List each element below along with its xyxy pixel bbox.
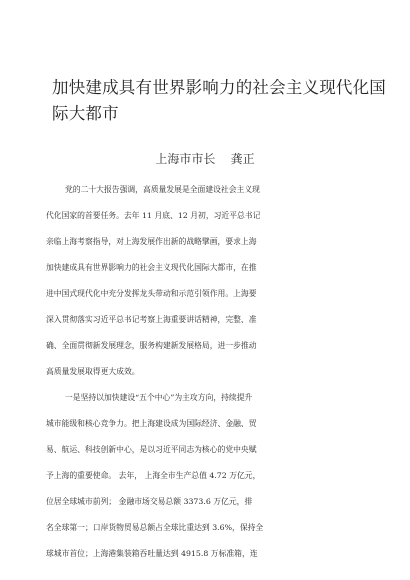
body-line: 予上海的重要使命。 去年， 上海全市生产总值 4.72 万亿元，	[46, 471, 261, 480]
body-line: 进中国式现代化中充分发挥龙头带动和示范引领作用。上海要	[46, 289, 257, 298]
body-line: 高质量发展取得更大成效。	[46, 367, 140, 376]
body-line: 加快建成具有世界影响力的社会主义现代化国际大都市，在推	[46, 263, 257, 272]
body-line: 代化国家的首要任务。去年 11 月底、12 月初，习近平总书记	[46, 211, 261, 220]
title-line-1: 加快建成具有世界影响力的社会主义现代化国	[52, 78, 386, 97]
body-line: 位居全球城市前列； 金融市场交易总额 3373.6 万亿元，排	[46, 497, 253, 506]
article-title	[52, 75, 386, 127]
body-line: 名全球第一；口岸货物贸易总额占全球比重达到 3.6%，保持全	[46, 523, 264, 532]
body-line: 球城市首位；上海港集装箱吞吐量达到 4915.8 万标准箱，连	[46, 549, 258, 558]
body-line: 一是坚持以加快建设“五个中心”为主攻方向，持续提升	[65, 393, 253, 402]
body-line: 城市能级和核心竞争力。把上海建设成为国际经济、金融、贸	[46, 419, 257, 428]
author-byline: 上海市市长 龚正	[155, 152, 255, 166]
body-line: 深入贯彻落实习近平总书记考察上海重要讲话精神，完整、准	[46, 315, 257, 324]
body-line: 易、航运、科技创新中心，是以习近平同志为核心的党中央赋	[46, 445, 257, 454]
body-line: 亲临上海考察指导，对上海发展作出新的战略擘画，要求上海	[46, 237, 257, 246]
body-line: 确、全面贯彻新发展理念，服务构建新发展格局，进一步推动	[46, 341, 257, 350]
body-line: 党的二十大报告强调，高质量发展是全面建设社会主义现	[65, 185, 260, 194]
title-line-2: 际大都市	[52, 104, 119, 123]
